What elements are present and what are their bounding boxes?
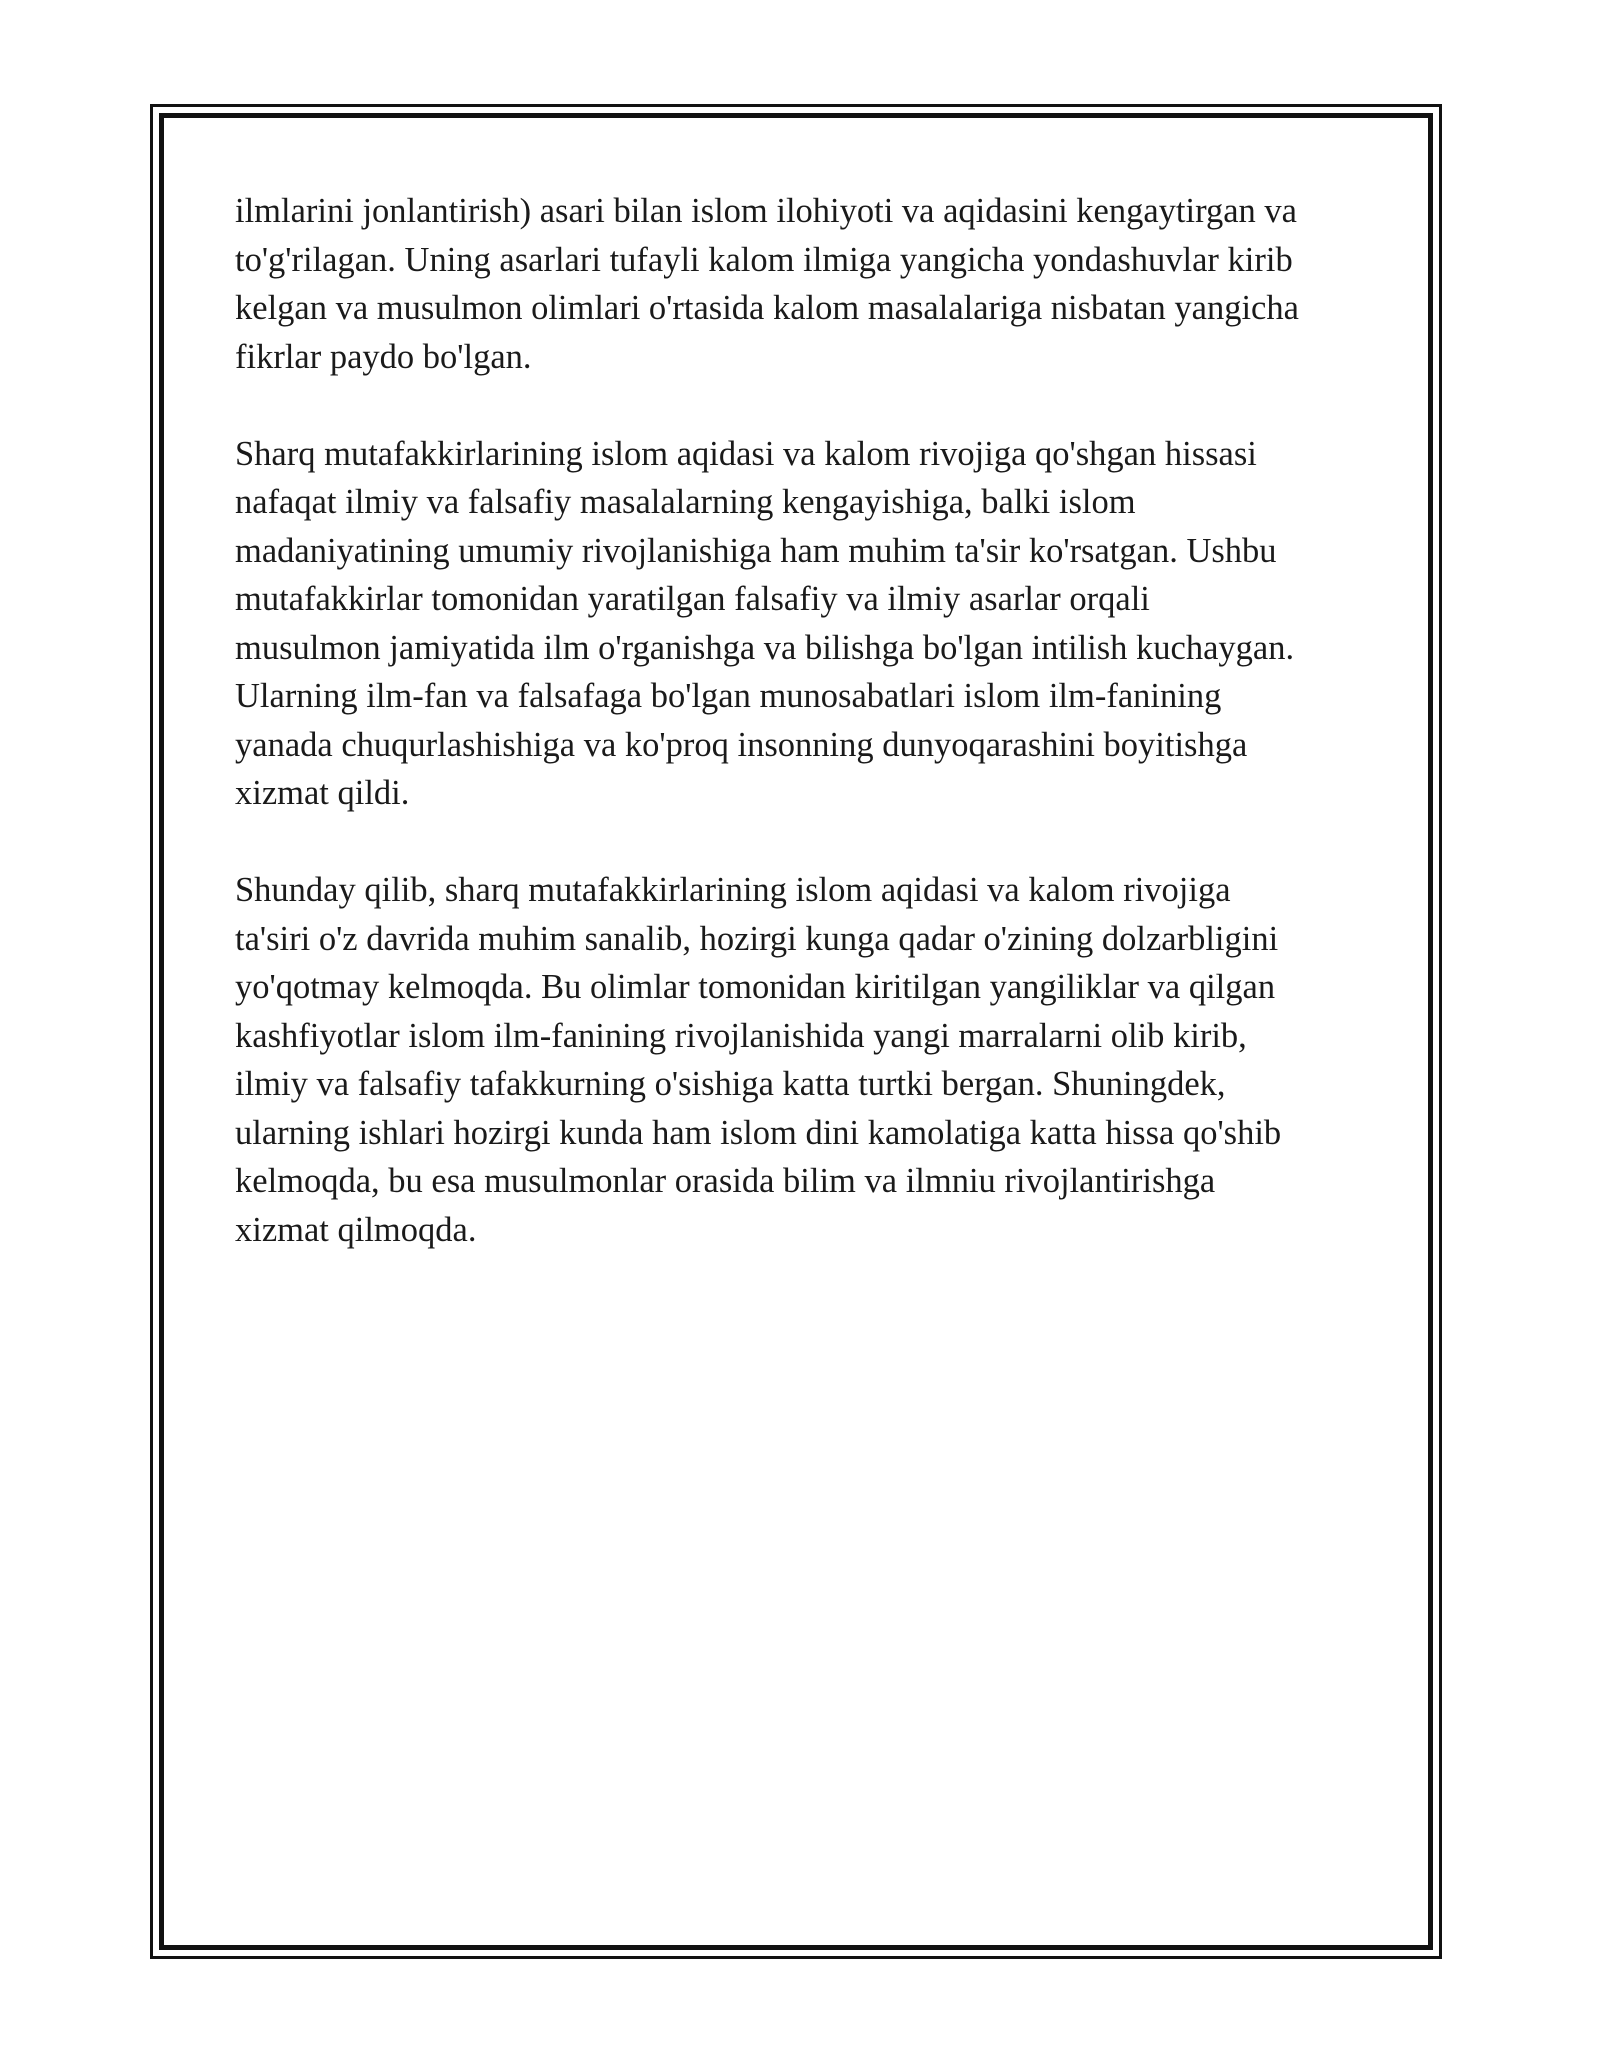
text-line: nafaqat ilmiy va falsafiy masalalarning kengayishiga, balki islom xyxy=(235,483,1136,521)
text-line: ta'siri o'z davrida muhim sanalib, hozirgi kunga qadar o'zining dolzarbligini xyxy=(235,919,1279,958)
text-line: fikrlar paydo bo'lgan. xyxy=(235,337,532,376)
text-line: Ularning ilm-fan va falsafaga bo'lgan munosabatlari islom ilm-fanining xyxy=(235,677,1222,715)
paragraph-3 xyxy=(235,866,1370,1254)
text-line: yo'qotmay kelmoqda. Bu olimlar tomonidan kiritilgan yangiliklar va qilgan xyxy=(235,968,1276,1006)
text-line: Sharq mutafakkirlarining islom aqidasi va kalom rivojiga qo'shgan hissasi xyxy=(235,434,1257,473)
text-line: ularning ishlari hozirgi kunda ham islom dini kamolatiga katta hissa qo'shib xyxy=(235,1113,1282,1152)
text-line: mutafakkirlar tomonidan yaratilgan falsafiy va ilmiy asarlar orqali xyxy=(235,580,1150,618)
document-body xyxy=(235,187,1370,1303)
text-line: xizmat qilmoqda. xyxy=(235,1210,477,1249)
text-line: madaniyatining umumiy rivojlanishiga ham muhim ta'sir ko'rsatgan. Ushbu xyxy=(235,531,1277,570)
text-line: xizmat qildi. xyxy=(235,774,410,812)
text-line: ilmiy va falsafiy tafakkurning o'sishiga katta turtki bergan. Shuningdek, xyxy=(235,1065,1226,1103)
text-line: Shunday qilib, sharq mutafakkirlarining islom aqidasi va kalom rivojiga xyxy=(235,871,1231,909)
text-line: kashfiyotlar islom ilm-fanining rivojlanishida yangi marralarni olib kirib, xyxy=(235,1016,1247,1055)
text-line: kelgan va musulmon olimlari o'rtasida kalom masalalariga nisbatan yangicha xyxy=(235,289,1299,327)
paragraph-2 xyxy=(235,430,1370,818)
text-line: yanada chuqurlashishiga va ko'proq insonning dunyoqarashini boyitishga xyxy=(235,725,1248,764)
paragraph-1 xyxy=(235,187,1370,381)
text-line: ilmlarini jonlantirish) asari bilan islom ilohiyoti va aqidasini kengaytirgan va xyxy=(235,192,1297,230)
text-line: to'g'rilagan. Uning asarlari tufayli kalom ilmiga yangicha yondashuvlar kirib xyxy=(235,240,1293,279)
text-line: kelmoqda, bu esa musulmonlar orasida bilim va ilmniu rivojlantirishga xyxy=(235,1162,1216,1200)
text-line: musulmon jamiyatida ilm o'rganishga va bilishga bo'lgan intilish kuchaygan. xyxy=(235,628,1295,667)
